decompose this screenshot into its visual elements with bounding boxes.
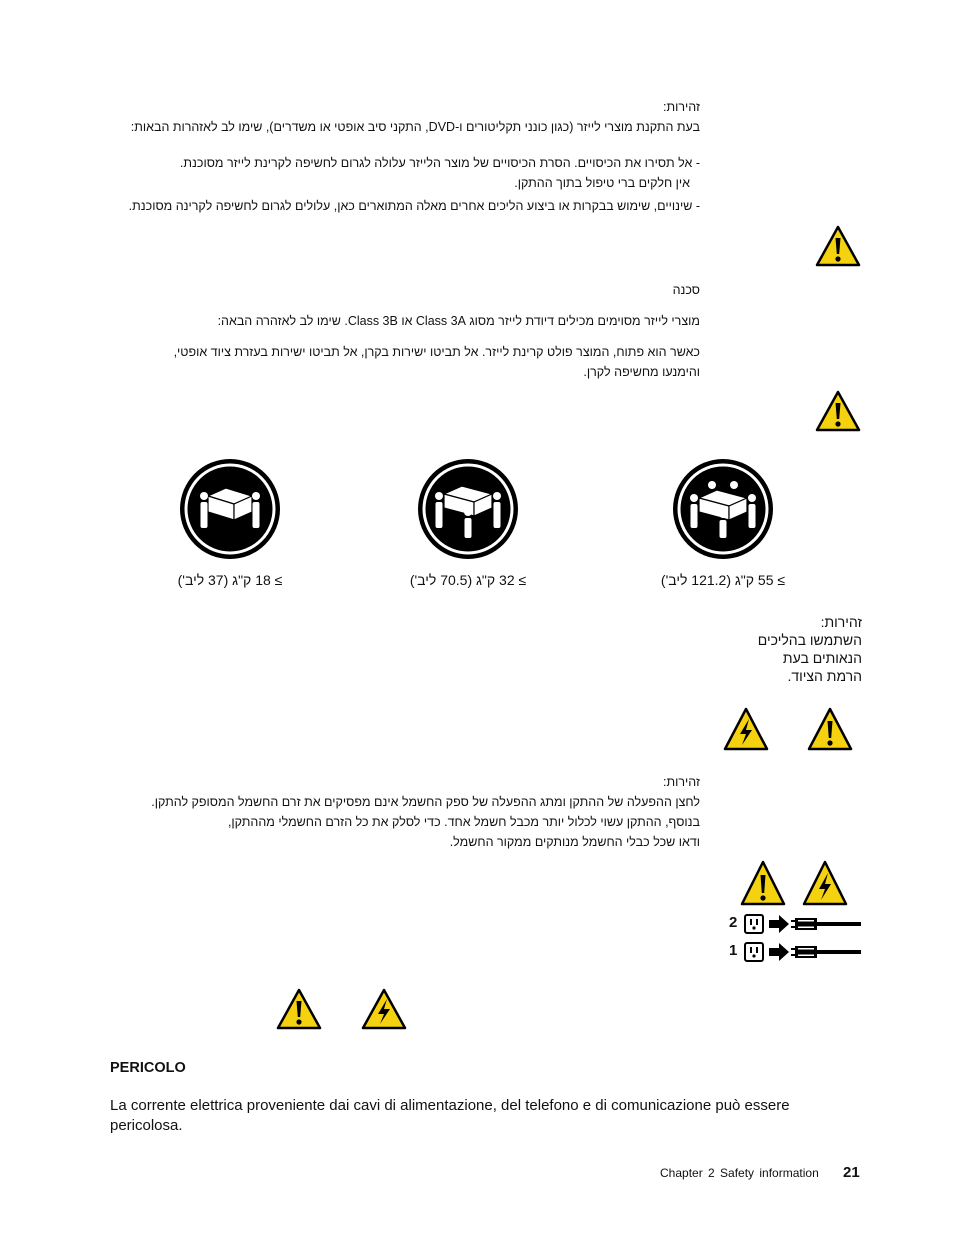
lift-caution-line-2: הנאותים בעת [782, 650, 862, 666]
lift-caution-line-3: הרמת הציוד. [787, 668, 862, 684]
lift-caution-heading: זהירות: [820, 614, 862, 630]
caution-heading: זהירות: [663, 100, 700, 114]
unplug-cord-icon [743, 939, 863, 965]
caution-bullet-1: - אל תסירו את הכיסויים. הסרת הכיסויים של מוצר הלייזר עלולה לגרום לחשיפה לקרינת לייזר מסוכנת. [179, 156, 700, 170]
danger-line-3: והימנעו מחשיפה לקרן. [583, 365, 700, 379]
warning-triangle-icon [807, 707, 853, 751]
laser-danger-block [108, 280, 700, 382]
electrical-hazard-icon [802, 860, 848, 906]
electrical-hazard-icon [361, 988, 407, 1030]
caution-bullet-2: - שינויים, שימוש בבקרות או ביצוע הליכים אחרים מאלה המתוארים כאן, עלולים לגרום לחשיפה לקרינה מסוכנת. [128, 199, 700, 213]
power-caution-heading: זהירות: [663, 775, 700, 789]
power-caution-block [108, 772, 700, 852]
plug-label-1: 1 [729, 942, 738, 959]
footer-chapter: Chapter 2 Safety information [660, 1166, 819, 1180]
warning-triangle-icon [815, 225, 861, 267]
warning-triangle-icon [815, 390, 861, 432]
plug-label-2: 2 [729, 914, 738, 931]
two-person-lift-icon [179, 458, 281, 560]
lift-caution-line-1: השתמשו בהליכים [757, 632, 862, 648]
four-person-lift-icon [672, 458, 774, 560]
power-caution-line-2: בנוסף, ההתקן עשוי לכלול יותר מכבל חשמל אחד. כדי לסלק את כל הזרם החשמלי מההתקן, [227, 815, 700, 829]
caution-intro: בעת התקנת מוצרי לייזר (כגון כונני תקליטורים ו-DVD, התקני סיב אופטי או משדרים), שימו לב לאזהרות הבאות: [130, 120, 700, 134]
danger-heading: סכנה [672, 283, 700, 297]
power-caution-line-1: לחצן ההפעלה של ההתקן ומתג ההפעלה של ספק החשמל אינם מפסיקים את זרם החשמל המסופק להתקן. [151, 795, 700, 809]
lift-weight-label-two: ≥ 18 ק"ג (37 ליב') [177, 572, 283, 588]
electrical-hazard-icon [723, 707, 769, 751]
power-caution-line-3: ודאו שכל כבלי החשמל מנותקים ממקור החשמל. [449, 835, 700, 849]
lift-weight-label-three: ≥ 32 ק"ג (70.5 ליב') [409, 572, 527, 588]
lifting-caution-block [700, 613, 862, 685]
laser-caution-block [108, 97, 700, 216]
danger-line-1: מוצרי לייזר מסוימים מכילים דיודת לייזר מסוג Class 3A או Class 3B. שימו לב לאזהרה הבאה: [217, 314, 700, 328]
danger-line-2: כאשר הוא פתוח, המוצר פולט קרינת לייזר. אל תביטו ישירות בקרן, אל תביטו ישירות בעזרת ציוד אופטי, [173, 345, 700, 359]
three-person-lift-icon [417, 458, 519, 560]
lift-weight-label-four: ≥ 55 ק"ג (121.2 ליב') [660, 572, 786, 588]
italian-danger-body: La corrente elettrica proveniente dai cavi di alimentazione, del telefono e di comunicazione può essere pericolosa. [110, 1097, 790, 1134]
italian-danger-title: PERICOLO [110, 1060, 186, 1076]
warning-triangle-icon [276, 988, 322, 1030]
caution-bullet-1-cont: אין חלקים ברי טיפול בתוך ההתקן. [514, 176, 690, 190]
warning-triangle-icon [740, 860, 786, 906]
page-number: 21 [843, 1164, 860, 1181]
unplug-cord-icon [743, 911, 863, 937]
